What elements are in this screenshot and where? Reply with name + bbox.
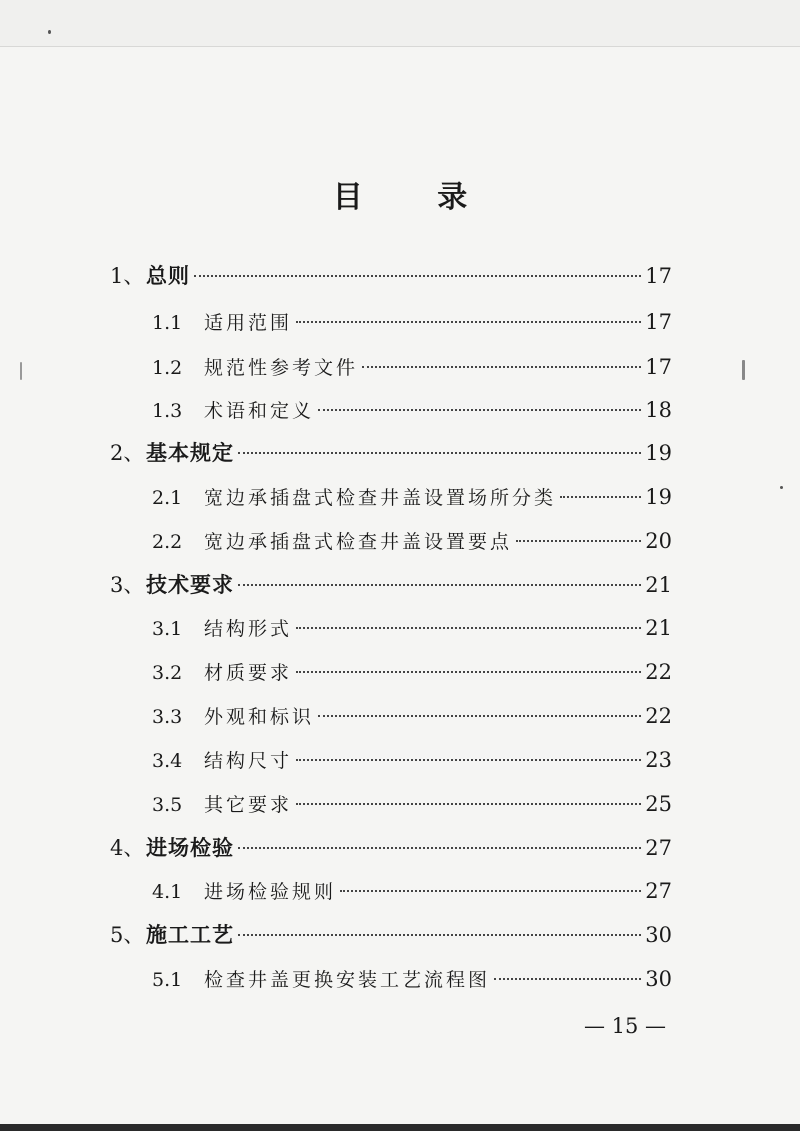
toc-entry[interactable]: [152, 302, 672, 342]
toc-entry-page: 22: [645, 704, 672, 728]
toc-dot-leader: [238, 584, 641, 586]
scan-speck: [780, 486, 783, 489]
toc-entry-label: 材质要求: [204, 662, 293, 684]
toc-entry-page: 17: [645, 310, 672, 334]
toc-entry-label: 其它要求: [204, 794, 293, 816]
toc-entry[interactable]: [152, 652, 672, 692]
toc-entry-label: 宽边承插盘式检查井盖设置要点: [204, 531, 513, 553]
toc-entry[interactable]: [152, 347, 672, 387]
toc-entry-page: 30: [645, 967, 672, 991]
scan-top-edge: [0, 0, 800, 47]
toc-entry-label: 施工工艺: [146, 923, 234, 947]
scan-speck: [742, 360, 745, 380]
toc-dot-leader: [238, 934, 641, 936]
toc-entry-label: 规范性参考文件: [204, 357, 359, 379]
toc-entry-number: 2.2: [152, 531, 183, 553]
toc-entry-label: 检查井盖更换安装工艺流程图: [204, 969, 491, 991]
toc-entry-number: 3.5: [152, 794, 183, 816]
toc-entry-label: 结构尺寸: [204, 750, 293, 772]
toc-entry-page: 19: [645, 441, 672, 465]
scan-speck: [20, 362, 22, 380]
toc-dot-leader: [296, 321, 641, 323]
toc-entry-label: 外观和标识: [204, 706, 315, 728]
toc-entry-number: 3、: [110, 573, 145, 597]
toc-entry[interactable]: [152, 959, 672, 999]
toc-entry-number: 1.3: [152, 400, 183, 422]
toc-entry[interactable]: [152, 477, 672, 517]
toc-entry-number: 3.1: [152, 618, 183, 640]
toc-entry-label: 术语和定义: [204, 400, 315, 422]
toc-dot-leader: [362, 366, 641, 368]
toc-entry-number: 4.1: [152, 881, 183, 903]
toc-entry[interactable]: [152, 696, 672, 736]
toc-entry[interactable]: [152, 871, 672, 911]
toc-dot-leader: [296, 759, 641, 761]
toc-entry[interactable]: [152, 608, 672, 648]
toc-entry-page: 19: [645, 485, 672, 509]
toc-entry[interactable]: [110, 565, 672, 605]
toc-dot-leader: [194, 275, 641, 277]
toc-entry-label: 进场检验规则: [204, 881, 337, 903]
toc-entry-label: 适用范围: [204, 312, 293, 334]
toc-entry-label: 进场检验: [146, 836, 234, 860]
toc-entry-page: 23: [645, 748, 672, 772]
toc-entry-number: 2、: [110, 441, 145, 465]
toc-entry-page: 17: [645, 264, 672, 288]
toc-entry[interactable]: [152, 521, 672, 561]
toc-dot-leader: [238, 452, 641, 454]
page-title: 目 录: [332, 180, 500, 215]
toc-dot-leader: [296, 627, 641, 629]
toc-entry-label: 技术要求: [146, 573, 234, 597]
scan-bottom-edge: [0, 1124, 800, 1131]
toc-entry-number: 3.2: [152, 662, 183, 684]
toc-entry[interactable]: [110, 433, 672, 473]
toc-dot-leader: [516, 540, 641, 542]
toc-entry-label: 宽边承插盘式检查井盖设置场所分类: [204, 487, 557, 509]
toc-entry-page: 18: [645, 398, 672, 422]
toc-entry-number: 2.1: [152, 487, 183, 509]
toc-entry[interactable]: [110, 256, 672, 296]
toc-dot-leader: [340, 890, 641, 892]
toc-entry-number: 4、: [110, 836, 145, 860]
toc-entry[interactable]: [110, 828, 672, 868]
toc-entry-page: 25: [645, 792, 672, 816]
toc-entry-label: 总则: [146, 264, 190, 288]
page-number-footer: — 15 —: [583, 1014, 667, 1038]
toc-entry[interactable]: [152, 784, 672, 824]
toc-entry-number: 1.1: [152, 312, 183, 334]
toc-dot-leader: [494, 978, 641, 980]
toc-entry-page: 21: [645, 573, 672, 597]
toc-entry-page: 30: [645, 923, 672, 947]
toc-entry-page: 22: [645, 660, 672, 684]
toc-entry[interactable]: [110, 915, 672, 955]
toc-entry-page: 20: [645, 529, 672, 553]
toc-entry-number: 5、: [110, 923, 145, 947]
toc-entry[interactable]: [152, 740, 672, 780]
toc-dot-leader: [296, 803, 641, 805]
toc-dot-leader: [560, 496, 641, 498]
toc-dot-leader: [296, 671, 641, 673]
toc-entry-number: 3.3: [152, 706, 183, 728]
toc-entry-number: 3.4: [152, 750, 183, 772]
toc-dot-leader: [318, 409, 641, 411]
toc-entry-label: 基本规定: [146, 441, 234, 465]
toc-entry[interactable]: [152, 390, 672, 430]
toc-entry-page: 17: [645, 355, 672, 379]
toc-entry-page: 21: [645, 616, 672, 640]
toc-entry-page: 27: [645, 836, 672, 860]
toc-entry-number: 1.2: [152, 357, 183, 379]
toc-entry-number: 5.1: [152, 969, 183, 991]
toc-dot-leader: [238, 847, 641, 849]
toc-entry-label: 结构形式: [204, 618, 293, 640]
toc-dot-leader: [318, 715, 641, 717]
toc-entry-number: 1、: [110, 264, 145, 288]
scan-speck: [48, 30, 51, 34]
toc-entry-page: 27: [645, 879, 672, 903]
